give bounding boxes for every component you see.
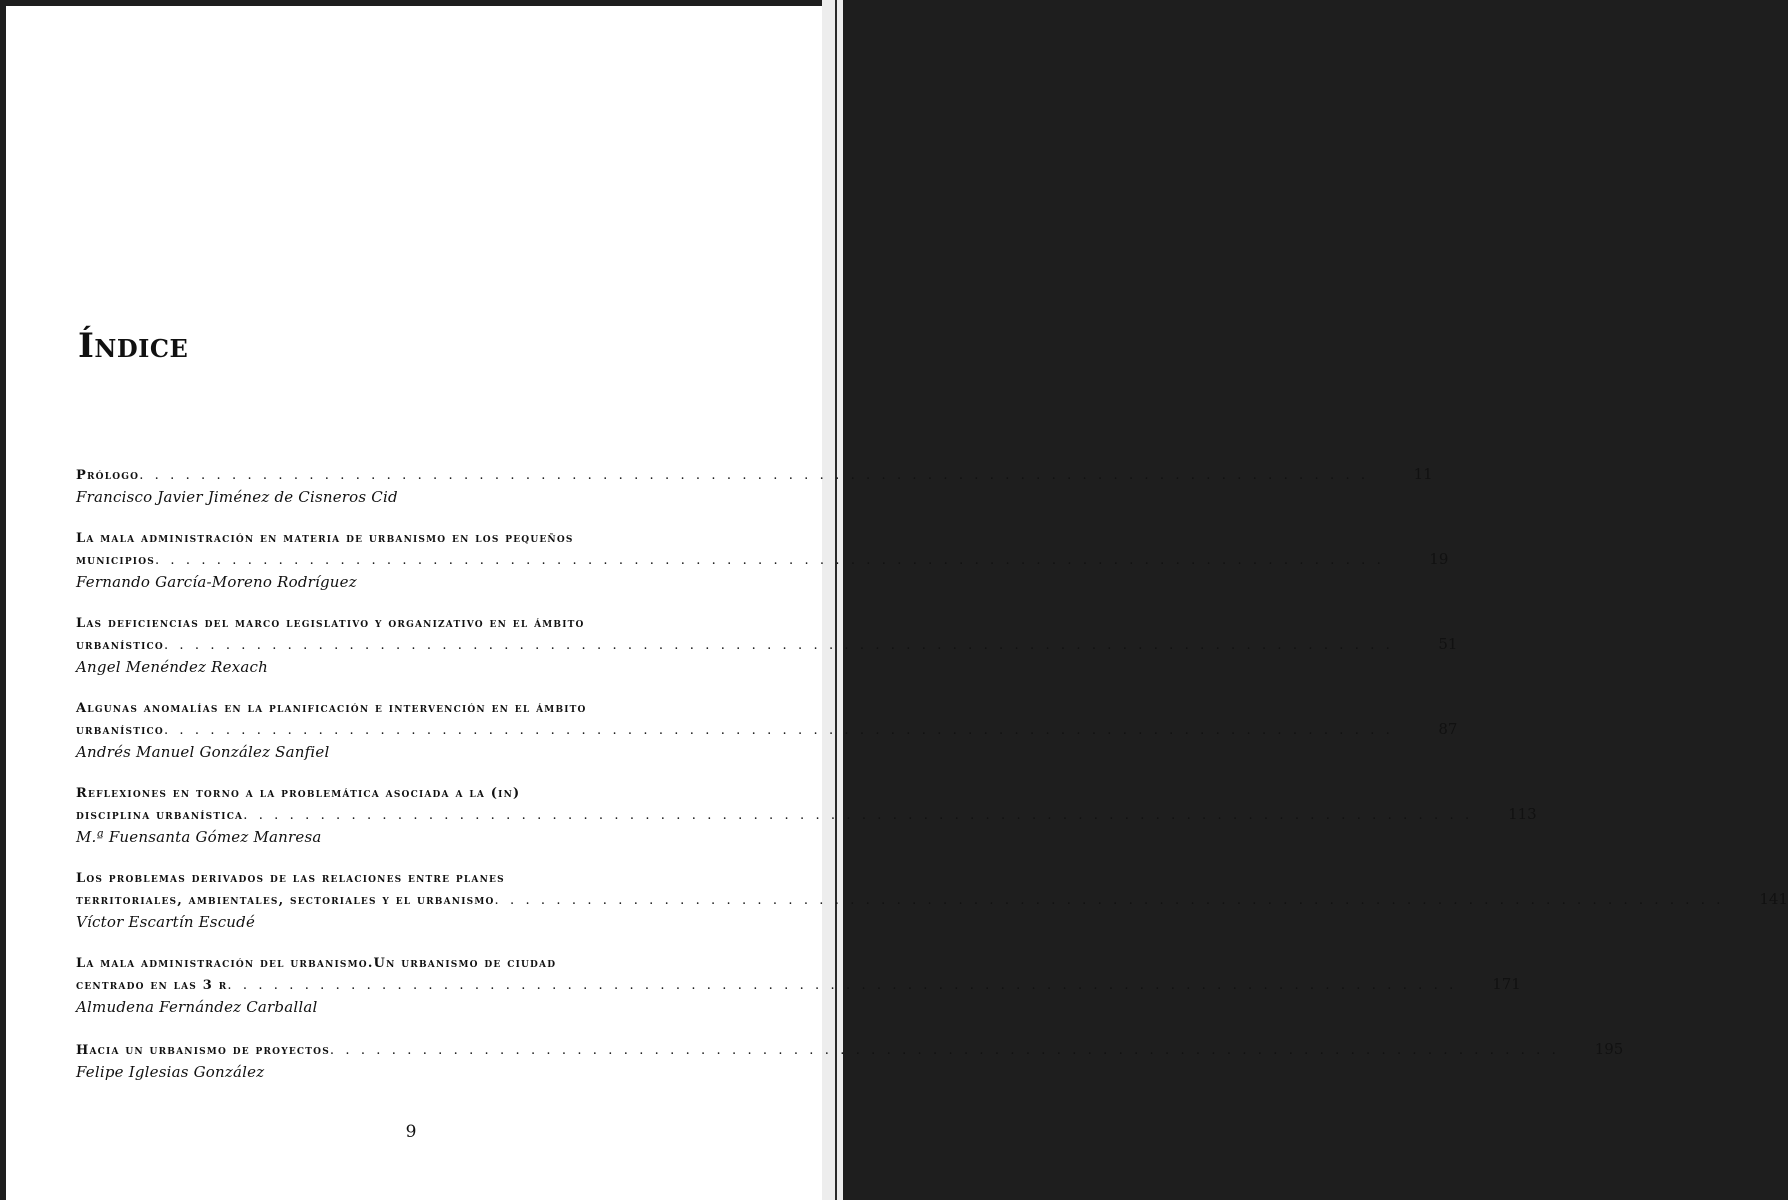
table-of-contents <box>76 464 1788 1104</box>
toc-entry-title-line: La mala administración en materia de urbanismo en los pequeños <box>76 531 574 546</box>
toc-entry-page: 19 <box>1429 550 1449 568</box>
toc-entry-title: Hacia un urbanismo de proyectos <box>76 1043 330 1058</box>
toc-entry-page: 51 <box>1438 635 1458 653</box>
toc-entry-page: 11 <box>1413 465 1433 483</box>
toc-entry-title-row <box>76 464 1433 486</box>
toc-entry-title-line: Reflexiones en torno a la problemática asociada a la (in) <box>76 786 521 801</box>
toc-entry-title-line: Las deficiencias del marco legislativo y organizativo en el ámbito <box>76 616 585 631</box>
toc-entry-page: 141 <box>1759 890 1788 908</box>
toc-entry-title: urbanístico <box>76 723 164 738</box>
toc-entry <box>76 869 1788 933</box>
dot-leader: . . . . . . . . . . . . . . . . . . . . . . . . . . . . . . . . . . . . . . . . . . . . . . . . . . . . . . . . . . . . . . . . . . . . . . . . . . . . . . . . <box>163 638 1394 653</box>
toc-entry-title: Prólogo <box>76 468 140 483</box>
toc-entry-title-line: Los problemas derivados de las relaciones entre planes <box>76 871 505 886</box>
dot-leader: . . . . . . . . . . . . . . . . . . . . . . . . . . . . . . . . . . . . . . . . . . . . . . . . . . . . . . . . . . . . . . . . . . . . . . . . . . . . . . . . <box>227 978 1457 993</box>
toc-entry-title-row <box>76 549 1449 571</box>
toc-entry-title: territoriales, ambientales, sectoriales y el urbanismo <box>76 893 495 908</box>
toc-entry-title-line: Algunas anomalías en la planificación e intervención en el ámbito <box>76 701 587 716</box>
toc-entry <box>76 464 1433 508</box>
toc-entry-title: municipios <box>76 553 155 568</box>
toc-entry-author: Francisco Javier Jiménez de Cisneros Cid <box>76 488 398 506</box>
toc-entry-title-row <box>76 974 1521 996</box>
toc-entry-title: urbanístico <box>76 638 164 653</box>
toc-entry-title-line: La mala administración del urbanismo.Un urbanismo de ciudad <box>76 956 557 971</box>
toc-entry <box>76 1039 1624 1083</box>
toc-entry-title-row <box>76 634 1458 656</box>
toc-entry-page: 195 <box>1594 1040 1624 1058</box>
toc-entry-title-row <box>76 804 1537 826</box>
dot-leader: . . . . . . . . . . . . . . . . . . . . . . . . . . . . . . . . . . . . . . . . . . . . . . . . . . . . . . . . . . . . . . . . . . . . . . . . . . . . . . . . <box>329 1043 1560 1058</box>
toc-entry-author: Felipe Iglesias González <box>76 1063 265 1081</box>
toc-entry <box>76 699 1458 763</box>
page-number: 9 <box>405 1122 417 1142</box>
dot-leader: . . . . . . . . . . . . . . . . . . . . . . . . . . . . . . . . . . . . . . . . . . . . . . . . . . . . . . . . . . . . . . . . . . . . . . . . . . . . . . . . <box>154 553 1385 568</box>
toc-entry-title: centrado en las 3 r <box>76 978 228 993</box>
toc-entry <box>76 529 1449 593</box>
toc-entry-page: 87 <box>1438 720 1458 738</box>
toc-entry-author: Almudena Fernández Carballal <box>76 998 318 1016</box>
toc-entry <box>76 614 1458 678</box>
toc-entry <box>76 784 1537 848</box>
toc-entry <box>76 954 1521 1018</box>
toc-entry-author: M.ª Fuensanta Gómez Manresa <box>76 828 322 846</box>
toc-entry-title-row <box>76 1039 1624 1061</box>
page-edge-divider <box>835 0 837 1200</box>
toc-entry-title-row <box>76 889 1788 911</box>
toc-entry-page: 171 <box>1492 975 1521 993</box>
toc-entry-author: Angel Menéndez Rexach <box>76 658 268 676</box>
toc-entry-author: Fernando García-Moreno Rodríguez <box>76 573 357 591</box>
dot-leader: . . . . . . . . . . . . . . . . . . . . . . . . . . . . . . . . . . . . . . . . . . . . . . . . . . . . . . . . . . . . . . . . . . . . . . . . . . . . . . . . <box>494 893 1724 908</box>
toc-entry-title-row <box>76 719 1458 741</box>
page-title: Índice <box>78 326 189 366</box>
toc-entry-page: 113 <box>1508 805 1537 823</box>
dot-leader: . . . . . . . . . . . . . . . . . . . . . . . . . . . . . . . . . . . . . . . . . . . . . . . . . . . . . . . . . . . . . . . . . . . . . . . . . . . . . . . . <box>139 468 1369 483</box>
toc-entry-author: Andrés Manuel González Sanfiel <box>76 743 330 761</box>
dot-leader: . . . . . . . . . . . . . . . . . . . . . . . . . . . . . . . . . . . . . . . . . . . . . . . . . . . . . . . . . . . . . . . . . . . . . . . . . . . . . . . . <box>243 808 1473 823</box>
dot-leader: . . . . . . . . . . . . . . . . . . . . . . . . . . . . . . . . . . . . . . . . . . . . . . . . . . . . . . . . . . . . . . . . . . . . . . . . . . . . . . . . <box>163 723 1394 738</box>
toc-entry-author: Víctor Escartín Escudé <box>76 913 256 931</box>
page-edge <box>822 0 843 1200</box>
toc-entry-title: disciplina urbanística <box>76 808 244 823</box>
